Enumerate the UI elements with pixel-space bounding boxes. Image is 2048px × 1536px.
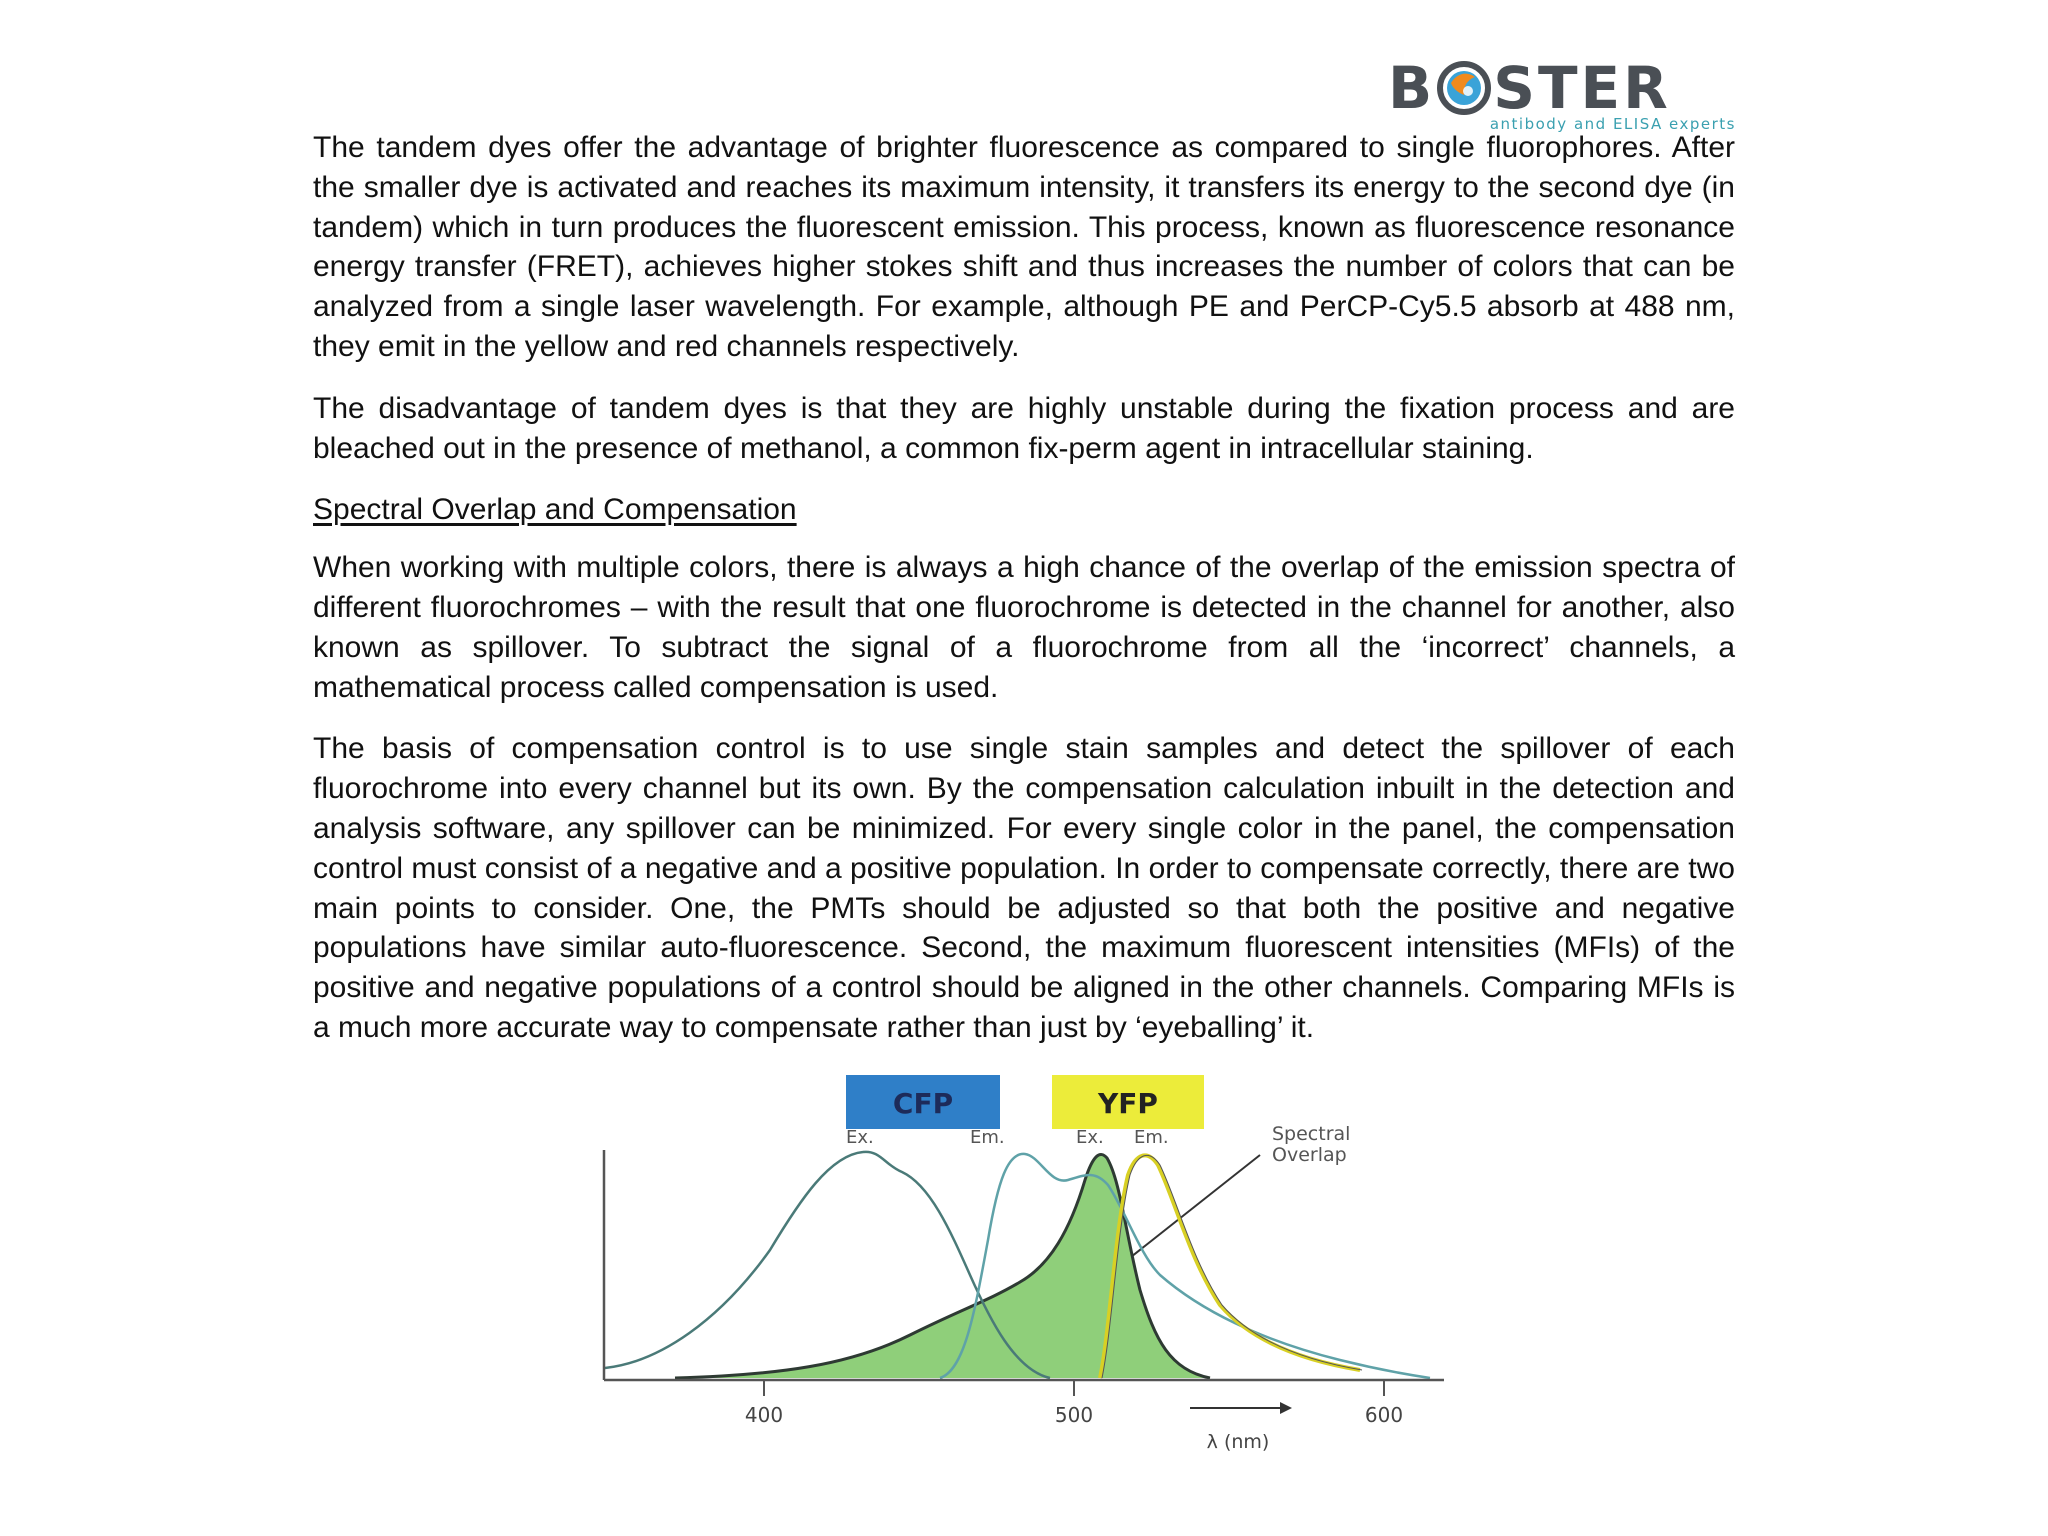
spectral-overlap-label-line2: Overlap xyxy=(1272,1144,1347,1166)
paragraph-spillover: When working with multiple colors, there is always a high chance of the overlap of the emission spectra of different fluorochromes – with the result that one fluorochrome is detected in the channel for another, also known as spillover. To subtract the signal of a fluorochrome from all the ‘incorrect’ channels, a mathematical process called compensation is used. xyxy=(313,551,1735,704)
boster-logo xyxy=(1388,54,1736,133)
logo-letters-ster: STER xyxy=(1493,54,1671,122)
logo-globe-icon xyxy=(1437,61,1491,115)
cfp-emission-label: Em. xyxy=(970,1127,1005,1148)
x-tick-label-400: 400 xyxy=(744,1403,784,1427)
document-body xyxy=(313,128,1735,1070)
logo-tagline: antibody and ELISA experts xyxy=(1489,115,1736,133)
spectral-overlap-label-line1: Spectral xyxy=(1272,1123,1351,1145)
wavelength-arrow-head-icon xyxy=(1280,1402,1292,1414)
section-heading: Spectral Overlap and Compensation xyxy=(313,493,797,527)
cfp-excitation-label: Ex. xyxy=(846,1127,874,1148)
yfp-excitation-label: Ex. xyxy=(1076,1127,1104,1148)
x-axis-label: λ (nm) xyxy=(1206,1431,1270,1453)
spectral-overlap-figure xyxy=(580,1070,1500,1530)
x-tick-label-600: 600 xyxy=(1364,1403,1404,1427)
yfp-excitation-fill xyxy=(675,1154,1210,1378)
cfp-label: CFP xyxy=(892,1087,954,1120)
paragraph-tandem-dyes-advantage: The tandem dyes offer the advantage of brighter fluorescence as compared to single fluorophores. After the smaller dye is activated and reaches its maximum intensity, it transfers its energy to the second dye (in tandem) which in turn produces the fluorescent emission. This process, known as fluorescence resonance energy transfer (FRET), achieves higher stokes shift and thus increases the number of colors that can be analyzed from a single laser wavelength. For example, although PE and PerCP-Cy5.5 absorb at 488 nm, they emit in the yellow and red channels respectively. xyxy=(313,131,1735,363)
paragraph-tandem-dyes-disadvantage: The disadvantage of tandem dyes is that they are highly unstable during the fixation process and are bleached out in the presence of methanol, a common fix-perm agent in intracellular staining. xyxy=(313,391,1735,465)
logo-wordmark xyxy=(1388,54,1736,122)
yfp-label: YFP xyxy=(1098,1087,1158,1120)
spectra-diagram xyxy=(580,1070,1500,1530)
x-tick-label-500: 500 xyxy=(1054,1403,1094,1427)
yfp-emission-label: Em. xyxy=(1134,1127,1169,1148)
paragraph-compensation-control: The basis of compensation control is to use single stain samples and detect the spillover of each fluorochrome into every channel but its own. By the compensation calculation inbuilt in the detection and analysis software, any spillover can be minimized. For every single color in the panel, the compensation control must consist of a negative and a positive population. In order to compensate correctly, there are two main points to consider. One, the PMTs should be adjusted so that both the positive and negative populations have similar auto-fluorescence. Second, the maximum fluorescent intensities (MFIs) of the positive and negative populations of a control should be aligned in the other channels. Comparing MFIs is a much more accurate way to compensate rather than just by ‘eyeballing’ it. xyxy=(313,732,1735,1044)
logo-letter-b: B xyxy=(1388,54,1436,122)
